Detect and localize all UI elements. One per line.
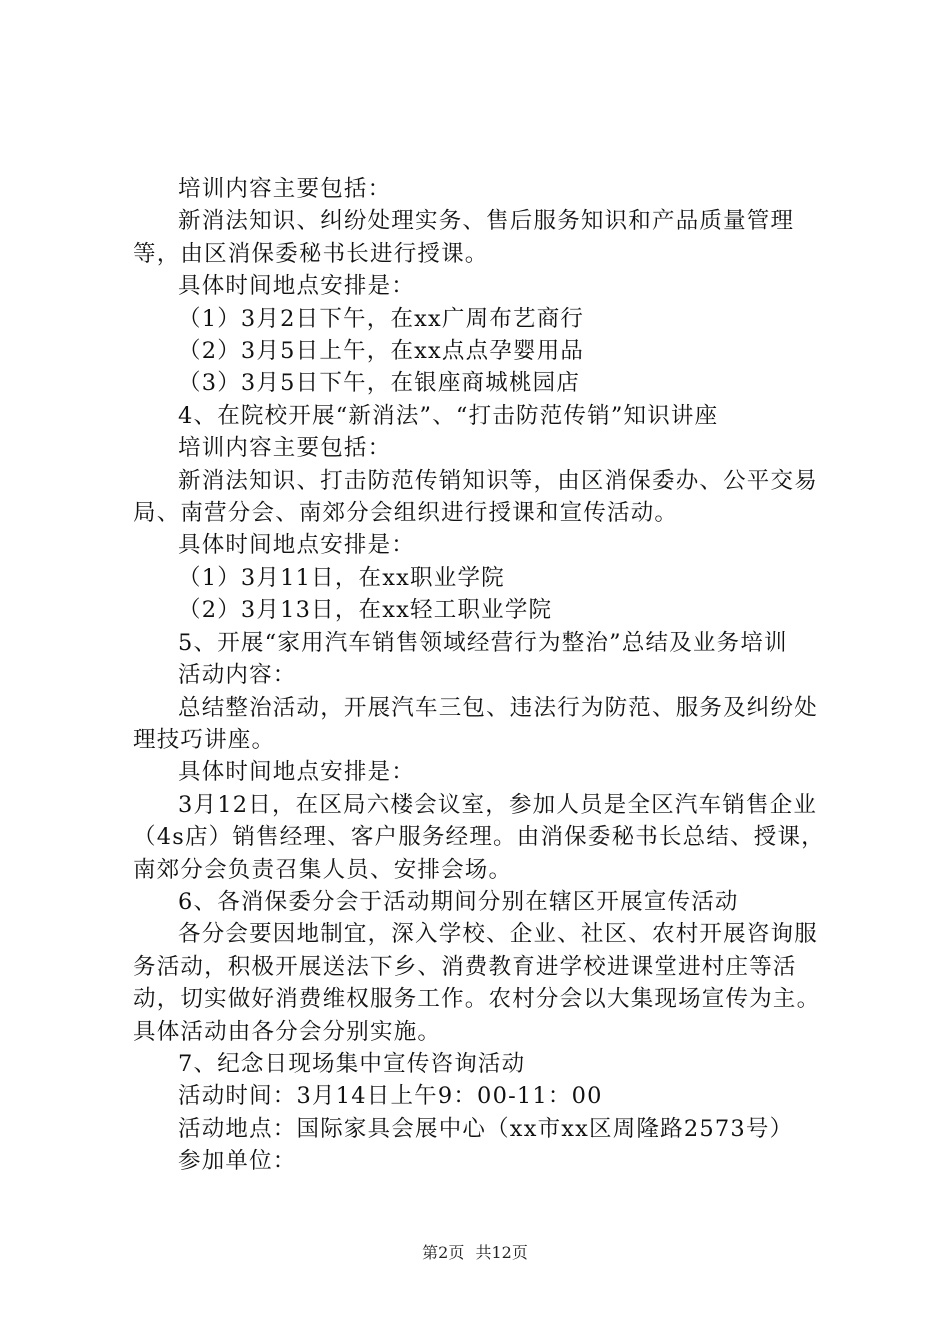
document-body bbox=[133, 173, 833, 1178]
paragraph: 具体时间地点安排是： bbox=[178, 532, 416, 559]
paragraph: 各分会要因地制宜，深入学校、企业、社区、农村开展咨询服务活动，积极开展送法下乡、消费教育进学校进课堂进村庄等活动，切实做好消费维权服务工作。农村分会以大集现场宣传为主。具体活动由各分会分别实施。 bbox=[133, 921, 821, 1045]
paragraph: 总结整治活动，开展汽车三包、违法行为防范、服务及纠纷处理技巧讲座。 bbox=[133, 694, 818, 753]
page-footer bbox=[0, 1240, 950, 1263]
paragraph: 新消法知识、打击防范传销知识等，由区消保委办、公平交易局、南营分会、南郊分会组织进行授课和宣传活动。 bbox=[133, 467, 818, 527]
section-heading: 6、各消保委分会于活动期间分别在辖区开展宣传活动 bbox=[178, 888, 739, 915]
list-item: （3）3月5日下午，在银座商城桃园店 bbox=[178, 370, 581, 397]
paragraph: 3月12日，在区局六楼会议室，参加人员是全区汽车销售企业（4s店）销售经理、客户服务经理。由消保委秘书长总结、授课，南郊分会负责召集人员、安排会场。 bbox=[133, 791, 825, 883]
list-item: （2）3月5日上午，在xx点点孕婴用品 bbox=[178, 338, 585, 365]
paragraph: 活动时间：3月14日上午9：00-11：00 bbox=[178, 1083, 603, 1110]
paragraph: 培训内容主要包括： bbox=[178, 435, 392, 462]
section-heading: 4、在院校开展“新消法”、“打击防范传销”知识讲座 bbox=[178, 402, 719, 429]
list-item: （1）3月11日，在xx职业学院 bbox=[178, 564, 505, 591]
list-item: （2）3月13日，在xx轻工职业学院 bbox=[178, 597, 553, 624]
paragraph: 活动内容： bbox=[178, 662, 297, 689]
page-number: 第2页 bbox=[422, 1243, 465, 1262]
paragraph: 新消法知识、纠纷处理实务、售后服务知识和产品质量管理等，由区消保委秘书长进行授课。 bbox=[133, 208, 795, 267]
paragraph: 具体时间地点安排是： bbox=[178, 759, 416, 786]
paragraph: 培训内容主要包括： bbox=[178, 176, 392, 202]
page-total: 共12页 bbox=[475, 1243, 528, 1262]
section-heading: 7、纪念日现场集中宣传咨询活动 bbox=[178, 1050, 526, 1077]
paragraph: 参加单位： bbox=[178, 1148, 297, 1175]
paragraph: 活动地点：国际家具会展中心（xx市xx区周隆路2573号） bbox=[178, 1115, 794, 1142]
list-item: （1）3月2日下午，在xx广周布艺商行 bbox=[178, 305, 585, 332]
paragraph: 具体时间地点安排是： bbox=[178, 273, 416, 300]
section-heading: 5、开展“家用汽车销售领域经营行为整治”总结及业务培训 bbox=[178, 629, 788, 656]
